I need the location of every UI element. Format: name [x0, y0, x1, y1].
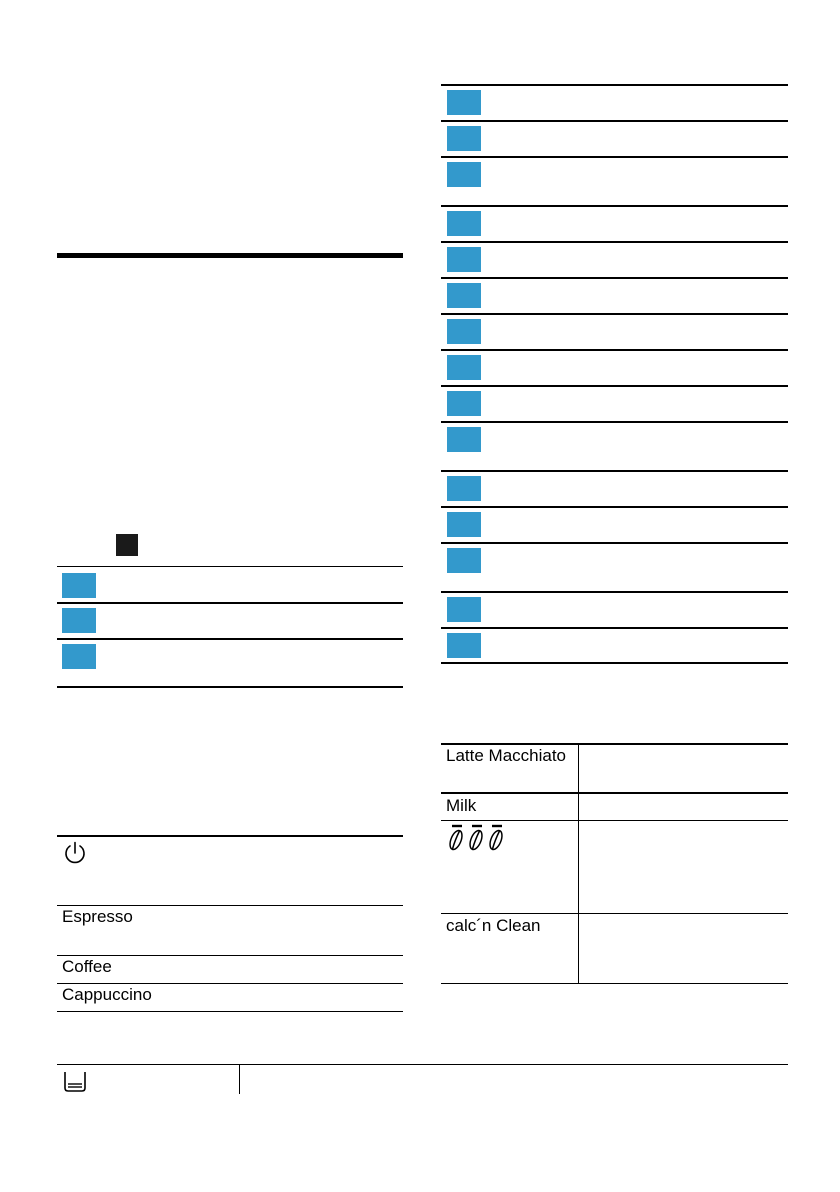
component-badge	[62, 573, 96, 598]
table-rule	[57, 638, 403, 640]
drink-label-latte-macchiato: Latte Macchiato	[446, 746, 567, 765]
table-rule	[441, 84, 788, 86]
table-rule	[441, 349, 788, 351]
component-badge	[62, 644, 96, 669]
table-rule	[57, 686, 403, 688]
component-badge	[447, 247, 481, 272]
button-label-espresso: Espresso	[62, 907, 133, 926]
table-rule	[441, 913, 788, 914]
table-rule	[441, 542, 788, 544]
table-rule	[441, 156, 788, 158]
table-rule	[441, 385, 788, 387]
component-badge	[447, 476, 481, 501]
table-rule	[57, 1064, 788, 1065]
table-rule	[441, 591, 788, 593]
component-badge	[447, 162, 481, 187]
table-rule	[441, 983, 788, 984]
table-rule	[57, 955, 403, 956]
table-rule	[441, 277, 788, 279]
button-label-cappuccino: Cappuccino	[62, 985, 152, 1004]
table-rule	[441, 627, 788, 629]
column-divider	[239, 1064, 240, 1094]
table-rule	[441, 205, 788, 207]
table-rule	[57, 905, 403, 906]
section-heading-bar	[57, 253, 403, 258]
table-rule	[441, 421, 788, 423]
component-badge	[447, 427, 481, 452]
component-badge	[447, 548, 481, 573]
table-rule	[441, 792, 788, 794]
table-rule	[441, 313, 788, 315]
component-badge	[447, 391, 481, 416]
table-rule	[57, 983, 403, 984]
table-rule	[57, 835, 403, 837]
drink-label-milk: Milk	[446, 796, 477, 815]
coffee-bean-strength-icon	[446, 823, 510, 853]
component-badge	[447, 211, 481, 236]
component-badge	[447, 355, 481, 380]
table-rule	[441, 743, 788, 745]
table-rule	[57, 602, 403, 604]
marker-square	[116, 534, 138, 556]
table-rule	[57, 566, 403, 567]
power-icon	[62, 840, 88, 866]
table-rule	[441, 506, 788, 508]
component-badge	[447, 283, 481, 308]
column-divider	[578, 743, 579, 984]
component-badge	[62, 608, 96, 633]
component-badge	[447, 319, 481, 344]
component-badge	[447, 90, 481, 115]
table-rule	[441, 241, 788, 243]
component-badge	[447, 126, 481, 151]
table-rule	[441, 662, 788, 664]
button-label-coffee: Coffee	[62, 957, 112, 976]
table-rule	[57, 1011, 403, 1012]
table-rule	[441, 120, 788, 122]
component-badge	[447, 633, 481, 658]
water-tank-icon	[62, 1069, 88, 1095]
component-badge	[447, 597, 481, 622]
table-rule	[441, 470, 788, 472]
drink-label-calc-n-clean: calc´n Clean	[446, 916, 541, 935]
component-badge	[447, 512, 481, 537]
table-rule	[441, 820, 788, 821]
